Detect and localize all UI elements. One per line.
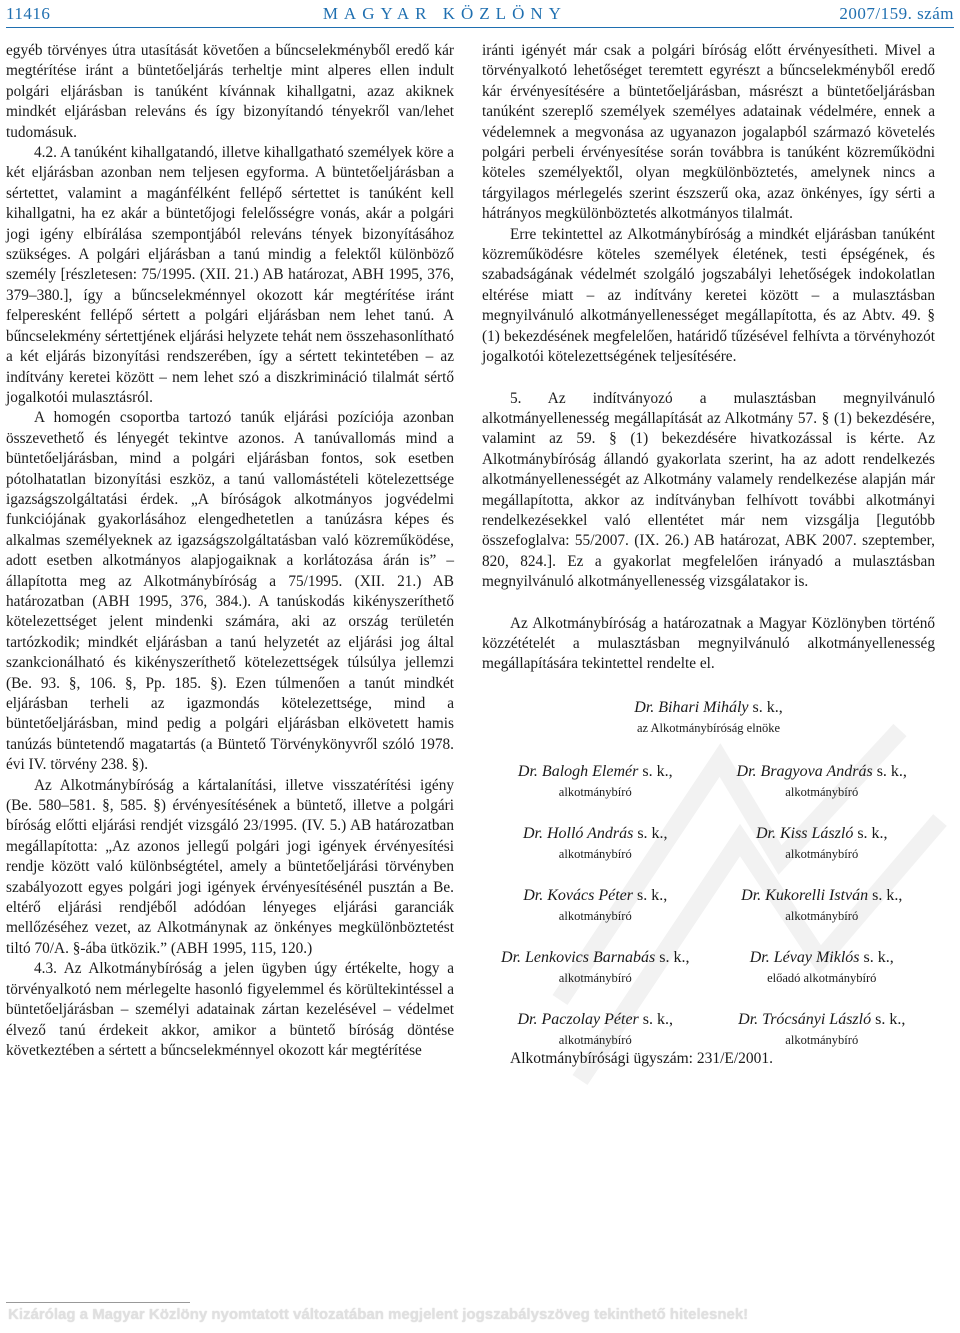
footer-rule (6, 1302, 190, 1303)
signer-suffix: s. k., (863, 948, 894, 966)
signer-name: Dr. Holló András (522, 824, 634, 842)
signature-row (482, 761, 935, 801)
signature-block (482, 697, 935, 1069)
signature-row (482, 823, 935, 863)
signer-role: alkotmánybíró (785, 1032, 859, 1047)
footer-notice: Kizárólag a Magyar Közlöny nyomtatott változatában megjelent jogszabályszöveg tekinthető hitelesnek! (8, 1306, 749, 1323)
signer-suffix: s. k., (857, 824, 888, 842)
page-number: 11416 (6, 4, 51, 23)
signer-name: Dr. Lenkovics Barnabás (501, 948, 656, 966)
right-column (482, 41, 935, 1069)
publication-title: MAGYAR KÖZLÖNY (322, 4, 567, 23)
signer-suffix: s. k., (876, 762, 907, 780)
signer-name: Dr. Kovács Péter (523, 886, 634, 904)
signer-name: Dr. Balogh Elemér (517, 762, 639, 780)
signer-name: Dr. Kukorelli István (741, 886, 869, 904)
signer-role: alkotmánybíró (785, 784, 859, 799)
signature-chair (482, 697, 935, 737)
paragraph: Az Alkotmánybíróság a kártalanítási, illetve visszatérítési igény (Be. 580–581. §, 585. §) érvényesítésének a büntető, illetve a polgári bíróság előtti eljárási rendjét vizsgáló 23/1995. (IV. 5.) AB határozatban megállapította: „Az azonos jellegű polgári jogi igények érvényesítési rendje között való különbségtétel, amely a büntetőeljárási törvényben szabályozott egyes polgári jogi igények érvényesítésénél pusztán a Be. eltérő eljárási rendjéből adódóan lényeges eljárási garanciák mellőzéséhez vezet, az Alkotmánynak az önkényes megkülönböztetést tiltó 70/A. §-ába ütközik.” (ABH 1995, 115, 120.) (6, 776, 454, 957)
signature (482, 947, 709, 987)
signer-name: Dr. Kiss László (755, 824, 854, 842)
signature (709, 823, 936, 863)
paragraph: egyéb törvényes útra utasítását követően a bűncselekményből eredő kár megtérítése iránt a büntetőeljárás terheltje mint alperes ellen indult polgári eljárásban is tanúként kívánnak kihallgatni, azaz akiknek mindkét eljárásban releváns és így bizonyítandó tényekről van/lehet tudomásuk. (6, 42, 454, 141)
signer-suffix: s. k., (642, 1010, 674, 1028)
signer-role: alkotmánybíró (558, 970, 632, 985)
signer-suffix: s. k., (637, 824, 668, 842)
signer-suffix: s. k., (752, 698, 783, 716)
header-rule (6, 27, 954, 28)
signer-suffix: s. k., (875, 1010, 906, 1028)
signer-name: Dr. Paczolay Péter (517, 1010, 639, 1028)
signature (709, 947, 936, 987)
paragraph: Erre tekintettel az Alkotmánybíróság a mindkét eljárásban tanúként közreműködésre köteles személyek életének, testi épségének, és szabadságának védelmét szolgáló jogszabályi lehetőségek indokolatlan eltérése miatt – az indítvány keretei között – a mulasztásban megnyilvánuló alkotmányellenességet megállapította, és az Abtv. 49. § (1) bekezdésének megfelelően, határidő tűzésével felhívta a törvényhozót jogalkotói kötelezettségének teljesítésére. (482, 225, 935, 366)
signer-role: alkotmánybíró (558, 784, 632, 799)
signer-role: alkotmánybíró (558, 846, 632, 861)
signature (709, 761, 936, 801)
signature (482, 885, 709, 925)
signer-suffix: s. k., (659, 948, 690, 966)
signature (482, 823, 709, 863)
signer-name: Dr. Bragyova András (736, 762, 873, 780)
signature-row (482, 885, 935, 925)
signer-role: alkotmánybíró (558, 1032, 632, 1047)
paragraph: 4.2. A tanúként kihallgatandó, illetve kihallgatható személyek köre a két eljárásban azonban nem teljesen egyforma. A büntetőeljárásban a sértettet, valamint a magánfélként fellépő sértettet is tanúként kell kihallgatni, ha ez akár a büntetőjogi felelősségre vonás, akár a polgári jogi igény elbírálása szempontjából releváns tények bizonyításához szükséges. A polgári eljárásban a tanú mindig a felektől különböző személy [részletesen: 75/1995. (XII. 21.) AB határozat, ABH 1995, 376, 379–380.], így a bűncselekménnyel okozott kár megtérítése iránt felperesként fellépő sértett a polgári eljárásban nem lehet tanú. A bűncselekmény sértettjének eljárási helyzete tehát nem összehasonlítható a két eljárás bizonyítási rendszerében, így a sértett tekintetében – az indítvány keretei között – nem lehet szó a diszkrimináció tilalmát sértő jogalkotói mulasztásról. (6, 144, 454, 406)
signer-name: Dr. Trócsányi László (738, 1010, 872, 1028)
signature (482, 761, 709, 801)
paragraph: Az Alkotmánybíróság a határozatnak a Magyar Közlönyben történő közzétételét a mulasztásban megnyilvánuló alkotmányellenesség megállapítására tekintettel rendelte el. (482, 614, 935, 673)
signer-name: Dr. Lévay Miklós (749, 948, 860, 966)
signer-role: alkotmánybíró (785, 846, 859, 861)
paragraph: A homogén csoportba tartozó tanúk eljárási pozíciója azonban összevethető és lényegét tekintve azonos. A tanúvallomás mind a büntetőeljárásban, mind a polgári eljárásban fontos, sok esetben pótolhatatlan bizonyítási eszköz, a tanú vallomástételi kötelezettsége igazságszolgáltatási érdek. „A bíróságok alkotmányos jogvédelmi funkciójának gyakorlásához elengedhetetlen a tanúzásra képes és alkalmas személyeknek az igazságszolgáltatásban való közreműködése, adott esetben alkotmányos alapjogaiknak a korlátozása árán is” – állapította meg az Alkotmánybíróság a 75/1995. (XII. 21.) AB határozatban (ABH 1995, 376, 384.). A tanúskodás kikényszeríthető kötelezettséget jelent mindenki számára, aki az ország területén tartózkodik; mindkét eljárásban a tanú helyzetét az eljárási jog által szankcionálható és kikényszeríthető kötelezettségek túlsúlya jellemzi (Be. 93. §, 106. §, Pp. 185. §). Ezen túlmenően a tanút mindkét eljárásban terheli az igazmondás kötelezettsége, mind a büntetőeljárásban, mind pedig a polgári eljárásban elkövetett hamis tanúzás büntetendő magatartás (a Büntető Törvénykönyvről szóló 1978. évi IV. törvény 238. §). (6, 409, 454, 774)
paragraph: 4.3. Az Alkotmánybíróság a jelen ügyben úgy értékelte, hogy a törvényalkotó nem mérlegelte hasonló figyelemmel és körültekintéssel a büntetőeljárásban – személyi adatainak zártan kezelésével – védelmet élvező tanú érdekeit akkor, amikor a büntető bíróság döntése következtében a sértett a bűncselekménnyel okozott kár megtérítése (6, 960, 454, 1059)
case-number: Alkotmánybírósági ügyszám: 231/E/2001. (510, 1049, 774, 1067)
signer-role: előadó alkotmánybíró (767, 970, 877, 985)
signature (709, 885, 936, 925)
signer-role: alkotmánybíró (558, 908, 632, 923)
signer-role: alkotmánybíró (785, 908, 859, 923)
signature (709, 1009, 936, 1049)
signer-role: az Alkotmánybíróság elnöke (636, 720, 781, 735)
signer-suffix: s. k., (642, 762, 673, 780)
signer-name: Dr. Bihari Mihály (634, 698, 749, 716)
signature-row (482, 1009, 935, 1049)
signer-suffix: s. k., (637, 886, 668, 904)
issue-number: 2007/159. szám (839, 4, 954, 23)
signature-row (482, 947, 935, 987)
signature (482, 1009, 709, 1049)
paragraph: 5. Az indítványozó a mulasztásban megnyilvánuló alkotmányellenesség megállapítását az Alkotmány 57. § (1) bekezdésére, valamint az 59. § (1) bekezdésére hivatkozással is kérte. Az Alkotmánybíróság állandó gyakorlata szerint, ha az adott rendelkezés alkotmányellenességét az Alkotmány valamely rendelkezése alapján már megállapította, akkor az indítványban felhívott további alkotmányi rendelkezésekkel való ellentétet már nem vizsgálja [legutóbb összefoglalva: 55/2007. (IX. 26.) AB határozat, ABK 2007. szeptember, 820, 824.]. Ez a gyakorlat megfelelően irányadó a mulasztásban megnyilvánuló alkotmányellenesség vizsgálatakor is. (482, 389, 935, 591)
page-header (6, 2, 954, 26)
signer-suffix: s. k., (872, 886, 903, 904)
left-column (6, 41, 454, 1061)
paragraph: iránti igényét már csak a polgári bíróság előtt érvényesítheti. Mivel a törvényalkotó lehetőséget teremtett egyrészt a bűncselekményből eredő kár érvényesítésére a büntetőeljárásban, másrészt a büntetőeljárásban tanúként szereplő személyek személyes adatainak védelmére, ennek a védelemnek a megvonása az ugyanazon jogalapból származó követelés polgári perbeli érvényesítése során továbbra is tanúként közreműködni köteles személyektől, olyan megkülönböztetés, amelynek nincs a tárgyilagos mérlegelés szerint észszerű oka, azaz önkényes, így sérti a hátrányos megkülönböztetés alkotmányos tilalmát. (482, 42, 935, 223)
